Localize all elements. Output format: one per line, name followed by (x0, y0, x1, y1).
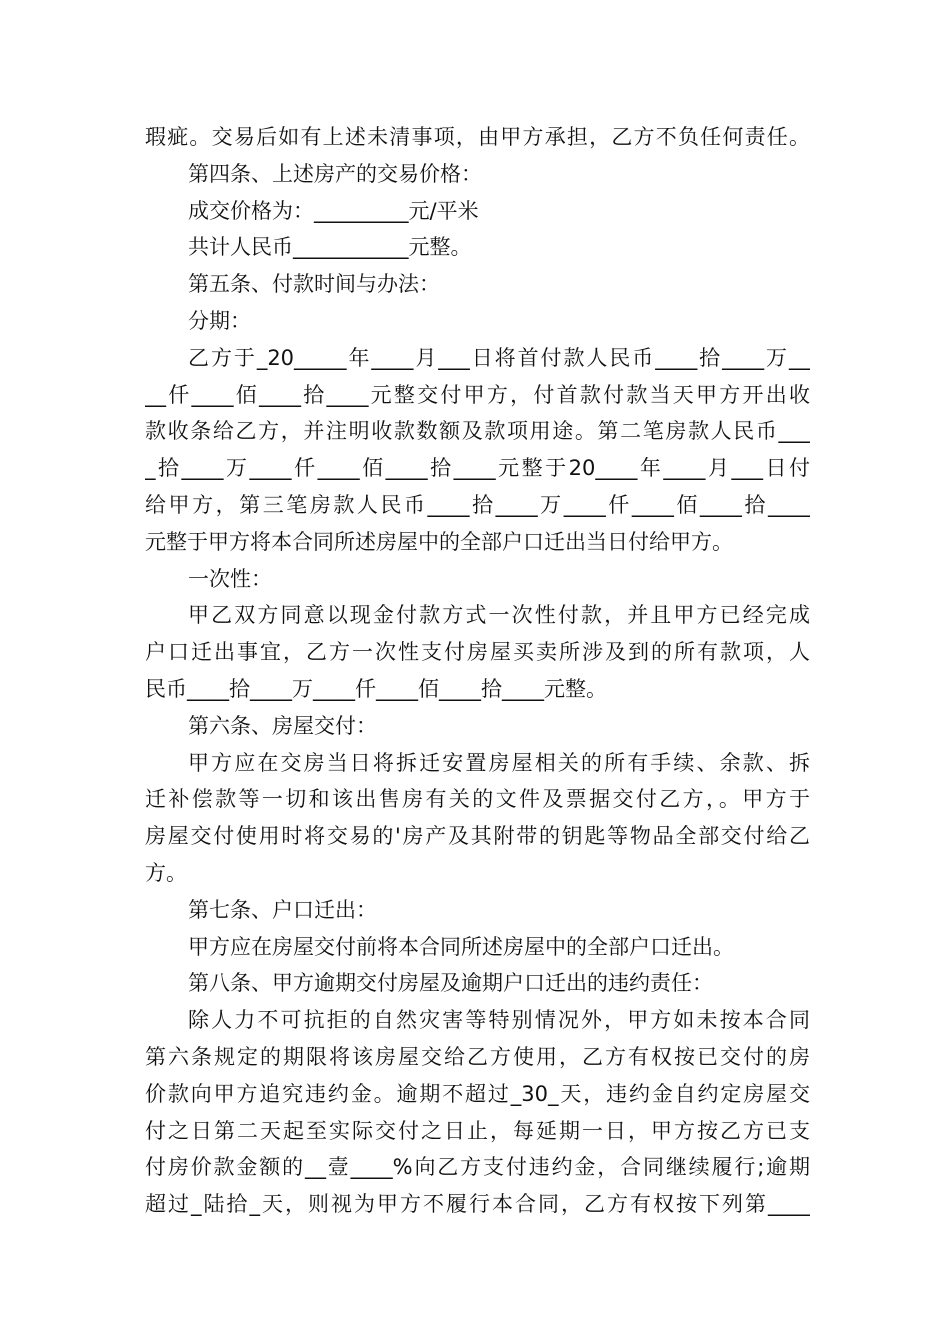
text-line: 甲方应在房屋交付前将本合同所述房屋中的全部户口迁出。 (188, 934, 734, 959)
text-line: 元整于甲方将本合同所述房屋中的全部户口迁出当日付给甲方。 (145, 529, 733, 554)
text-line: 成交价格为：_________元/平米 (188, 198, 479, 223)
text-line: 户口迁出事宜，乙方一次性支付房屋买卖所涉及到的所有款项，人 (145, 640, 810, 665)
text-line: 分期： (188, 308, 251, 333)
text-line: 共计人民币___________元整。 (188, 235, 472, 260)
text-line: 民币____拾____万____仟____佰____拾____元整。 (145, 676, 607, 701)
text-line: _拾____万____仟____佰____拾____元整于20____年____月___日付 (145, 456, 810, 481)
text-line: 第四条、上述房产的交易价格： (188, 161, 482, 186)
text-line: 方。 (145, 860, 187, 885)
text-line: 价款向甲方追究违约金。逾期不超过_30_天，违约金自约定房屋交 (145, 1081, 810, 1106)
text-line: __仟____佰____拾____元整交付甲方，付首款付款当天甲方开出收 (145, 382, 810, 407)
text-line: 付房价款金额的__壹____%向乙方支付违约金，合同继续履行;逾期 (145, 1155, 810, 1180)
text-line: 乙方于_20_____年____月___日将首付款人民币____拾____万__ (188, 345, 810, 370)
document-page (145, 119, 810, 1223)
text-line: 一次性： (188, 566, 272, 591)
text-line: 第五条、付款时间与办法： (188, 272, 440, 297)
text-line: 给甲方，第三笔房款人民币____拾____万____仟____佰____拾____ (145, 492, 810, 517)
text-line: 第八条、甲方逾期交付房屋及逾期户口迁出的违约责任： (188, 971, 713, 996)
text-line: 甲方应在交房当日将拆迁安置房屋相关的所有手续、余款、拆 (188, 750, 810, 775)
text-line: 瑕疵。交易后如有上述未清事项，由甲方承担，乙方不负任何责任。 (145, 125, 810, 149)
text-line: 迁补偿款等一切和该出售房有关的文件及票据交付乙方，。甲方于 (145, 787, 810, 812)
text-line: 第六条规定的期限将该房屋交给乙方使用，乙方有权按已交付的房 (145, 1044, 810, 1069)
text-line: 甲乙双方同意以现金付款方式一次性付款，并且甲方已经完成 (188, 603, 810, 628)
text-line: 超过_陆拾_天，则视为甲方不履行本合同，乙方有权按下列第____ (145, 1192, 810, 1217)
text-line: 付之日第二天起至实际交付之日止，每延期一日，甲方按乙方已支 (145, 1118, 810, 1143)
text-line: 第七条、户口迁出： (188, 897, 377, 922)
text-line: 除人力不可抗拒的自然灾害等特别情况外，甲方如未按本合同 (188, 1008, 810, 1033)
document-body (145, 119, 810, 1223)
text-line: 第六条、房屋交付： (188, 713, 377, 738)
text-line: 款收条给乙方，并注明收款数额及款项用途。第二笔房款人民币___ (145, 419, 810, 444)
text-line: 房屋交付使用时将交易的'房产及其附带的钥匙等物品全部交付给乙 (145, 824, 810, 849)
